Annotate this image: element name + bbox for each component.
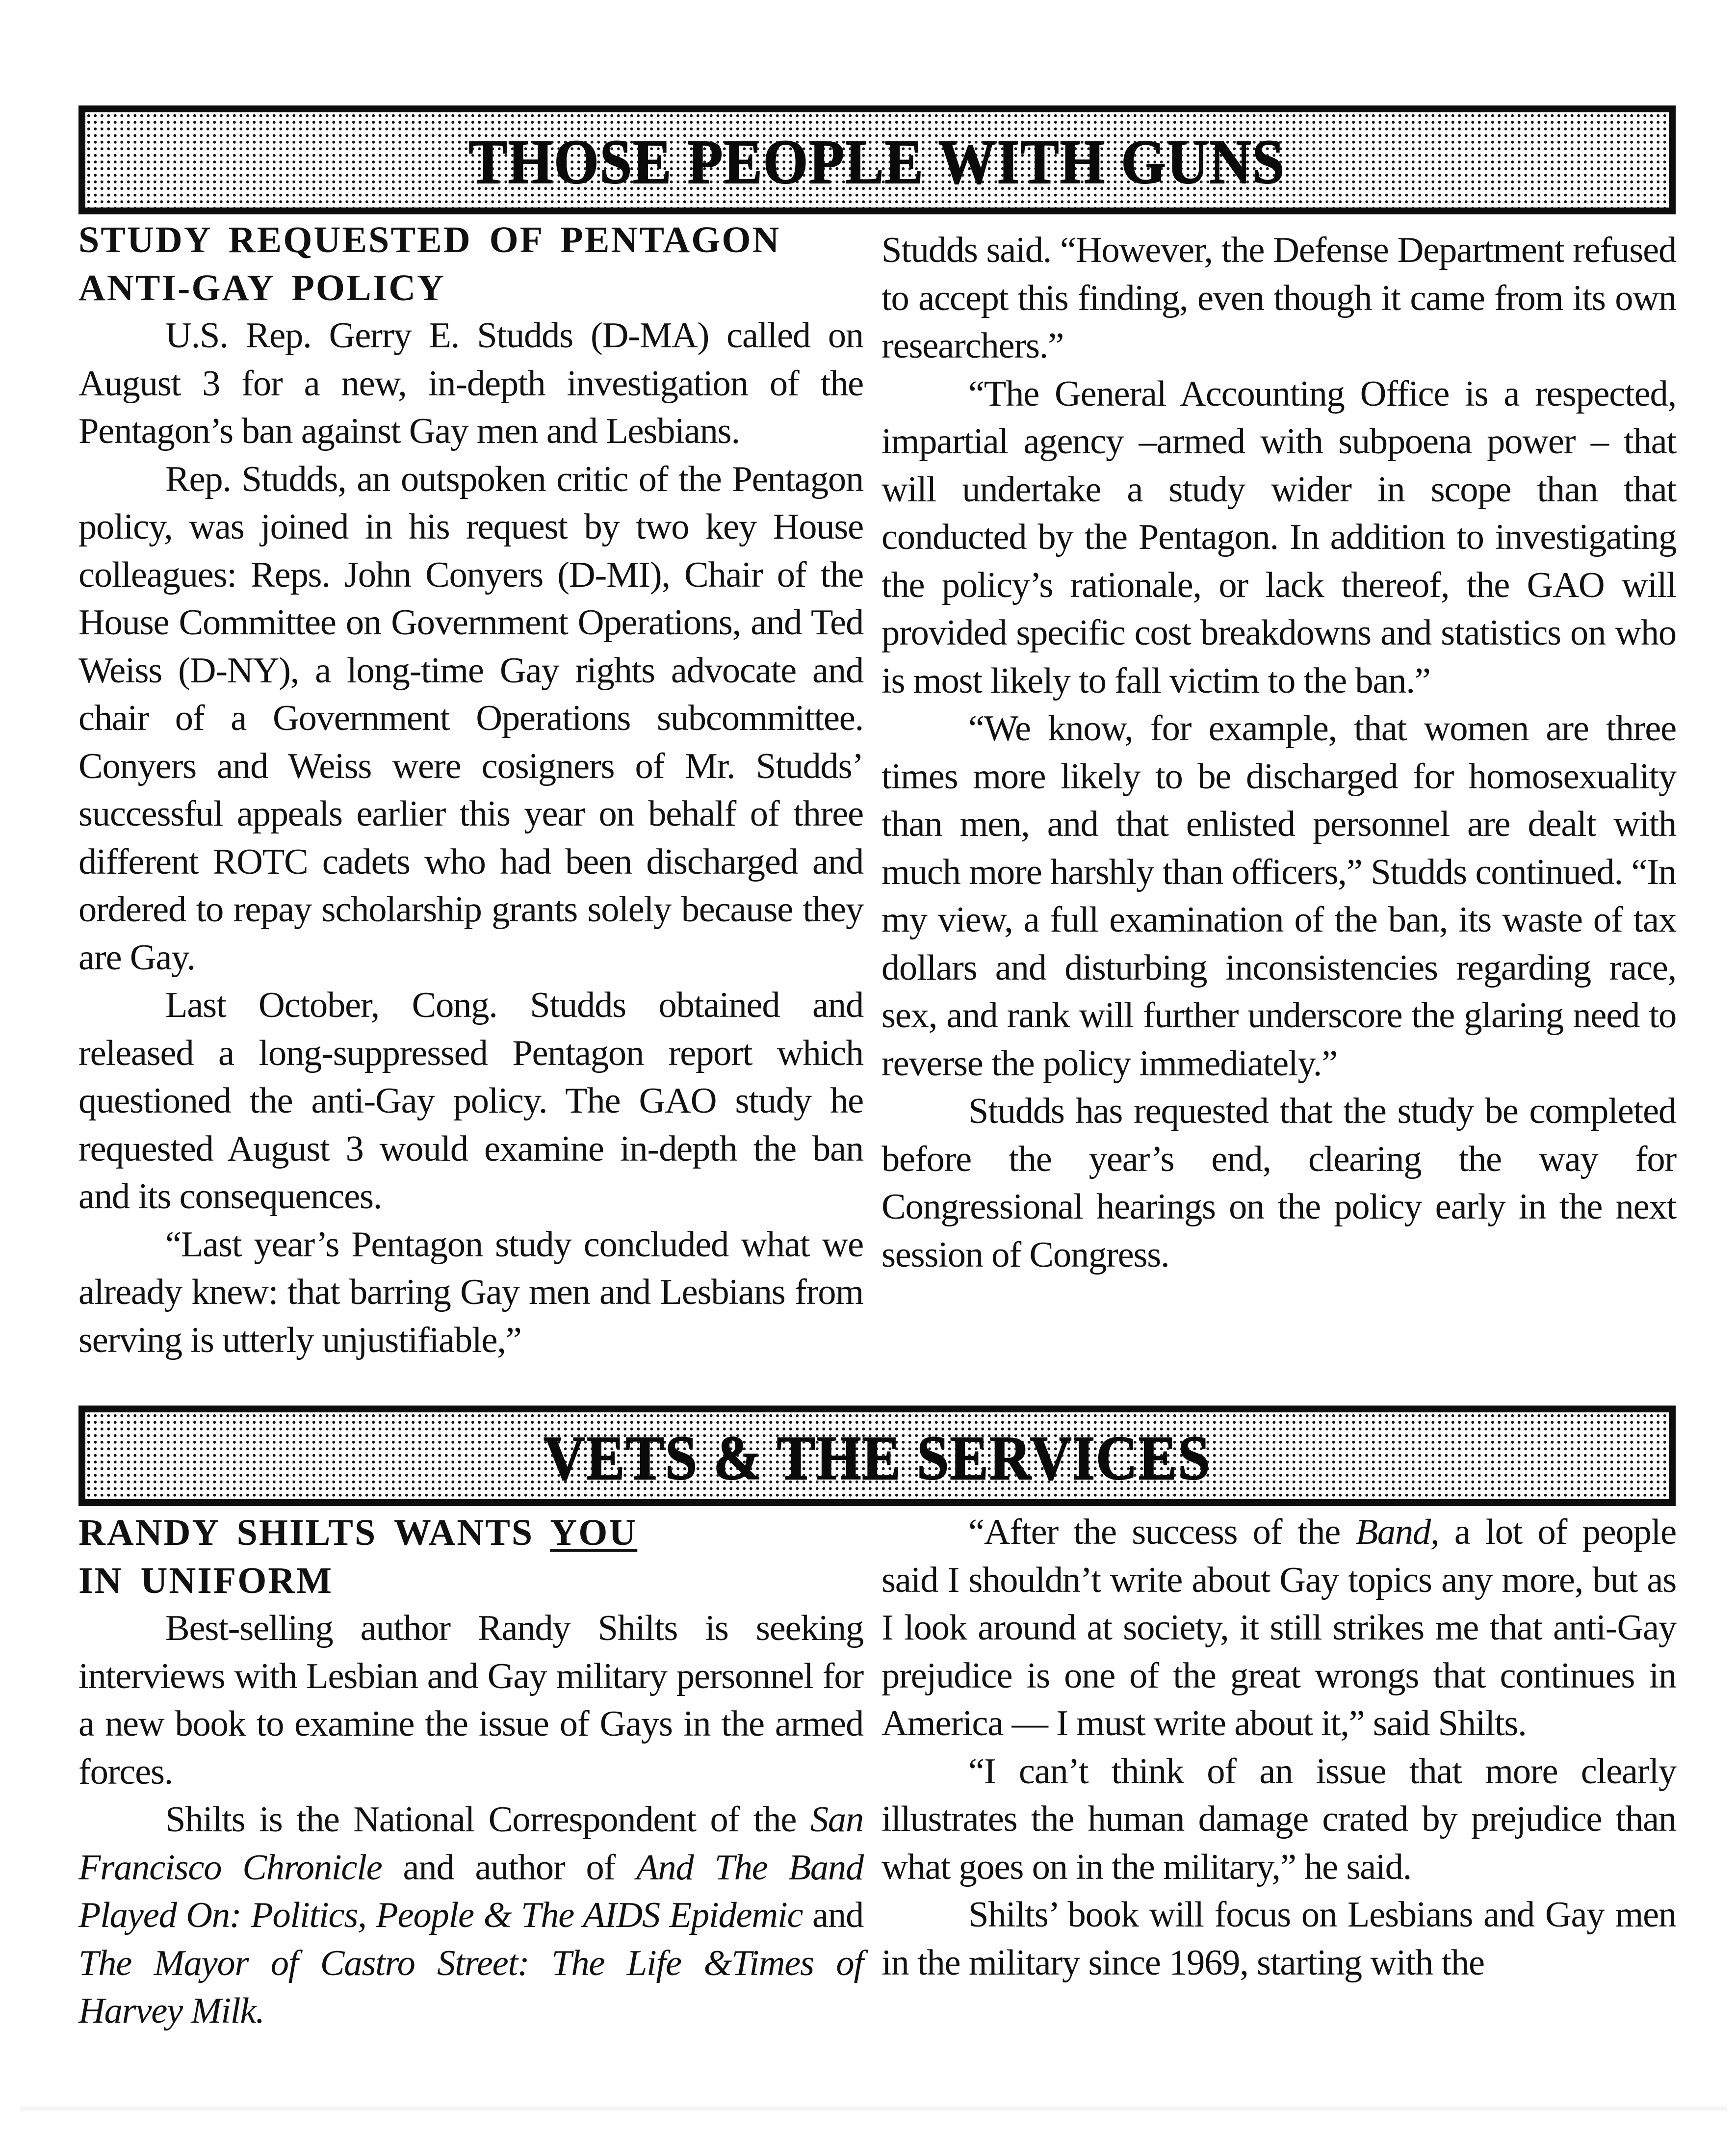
article-pentagon-column-right — [881, 227, 1676, 1279]
article-paragraph — [78, 1796, 863, 2035]
scan-artifact — [20, 2105, 1727, 2112]
article-paragraph: Shilts’ book will focus on Lesbians and Gay men in the military since 1969, starting with the — [881, 1895, 1676, 1983]
article-paragraph: Last October, Cong. Studds obtained and released a long-suppressed Pentagon report which questioned the anti-Gay policy. The GAO study he requested August 3 would examine in-depth the ban and its consequences. — [78, 985, 863, 1217]
article-paragraph: Rep. Studds, an outspoken critic of the Pentagon policy, was joined in his request by two key House colleagues: Reps. John Conyers (D-MI), Chair of the House Committee on Government Operations, and Ted Weiss (D-NY), a long-time Gay rights advocate and chair of a Government Operations subcommittee. Conyers and Weiss were cosigners of Mr. Studds’ successful appeals earlier this year on behalf of three different ROTC cadets who had been discharged and ordered to repay scholarship grants solely because they are Gay. — [78, 459, 863, 978]
article-headline — [78, 216, 863, 312]
article-paragraph: “The General Accounting Office is a respected, impartial agency –armed with subpoena power – that will undertake a study wider in scope than that conducted by the Pentagon. In addition to investigating the policy’s rationale, or lack thereof, the GAO will provided specific cost breakdowns and statistics on who is most likely to fall victim to the ban.” — [881, 373, 1676, 701]
article-paragraph: U.S. Rep. Gerry E. Studds (D-MA) called on August 3 for a new, in-depth investigation of the Pentagon’s ban against Gay men and Lesbians. — [78, 315, 863, 451]
article-paragraph — [881, 1509, 1676, 1748]
publication-title: San Francisco Chronicle — [78, 1799, 863, 1888]
article-paragraph: Studds has requested that the study be completed before the year’s end, clearing the way for Congressional hearings on the policy early in the next session of Congress. — [881, 1091, 1676, 1275]
article-paragraph: Best-selling author Randy Shilts is seeking interviews with Lesbian and Gay military personnel for a new book to examine the issue of Gays in the armed forces. — [78, 1608, 863, 1792]
article-shilts-column-right — [881, 1509, 1676, 1987]
article-paragraph: “We know, for example, that women are three times more likely to be discharged for homosexuality than men, and that enlisted personnel are dealt with much more harshly than officers,” Studds continued. “In my view, a full examination of the ban, its waste of tax dollars and disturbing inconsistencies regarding race, sex, and rank will further underscore the glaring need to reverse the policy immediately.” — [881, 708, 1676, 1084]
section-banner-those-people-with-guns — [78, 105, 1676, 214]
article-headline — [78, 1509, 863, 1605]
book-title: And The Band Played On: Politics, People & The AIDS Epidemic — [78, 1847, 863, 1935]
article-paragraph: Studds said. “However, the Defense Department refused to accept this finding, even though it came from its own researchers.” — [881, 230, 1676, 366]
text-run: a lot of people said I shouldn’t write about Gay topics any more, but as I look around at society, it still strikes me that anti-Gay prejudice is one of the great wrongs that continues in America — I must write about it,” said Shilts. — [881, 1512, 1676, 1744]
section-title: VETS & THE SERVICES — [543, 1423, 1211, 1493]
article-shilts-column-left — [78, 1509, 863, 2035]
text-run: “After the success of the — [968, 1512, 1356, 1552]
book-title-short: Band, — [1355, 1512, 1439, 1552]
book-title: The Mayor of Castro Street: The Life &Times of Harvey Milk. — [78, 1943, 863, 2031]
text-run: and author of — [382, 1847, 637, 1888]
headline-line-2: IN UNIFORM — [78, 1560, 333, 1601]
section-banner-vets-and-the-services — [78, 1406, 1676, 1506]
article-paragraph: “Last year’s Pentagon study concluded what we already knew: that barring Gay men and Lesbians from serving is utterly unjustifiable,” — [78, 1224, 863, 1360]
text-run: and — [803, 1895, 863, 1935]
headline-line-2: ANTI-GAY POLICY — [78, 267, 446, 309]
article-paragraph: “I can’t think of an issue that more clearly illustrates the human damage crated by prejudice than what goes on in the military,” he said. — [881, 1751, 1676, 1887]
section-title: THOSE PEOPLE WITH GUNS — [468, 127, 1286, 197]
article-pentagon-column-left — [78, 216, 863, 1364]
headline-line-1: STUDY REQUESTED OF PENTAGON — [78, 219, 781, 260]
text-run: Shilts is the National Correspondent of the — [165, 1799, 810, 1840]
headline-line-1-prefix: RANDY SHILTS WANTS — [78, 1512, 550, 1553]
headline-underlined-word: YOU — [550, 1512, 638, 1553]
